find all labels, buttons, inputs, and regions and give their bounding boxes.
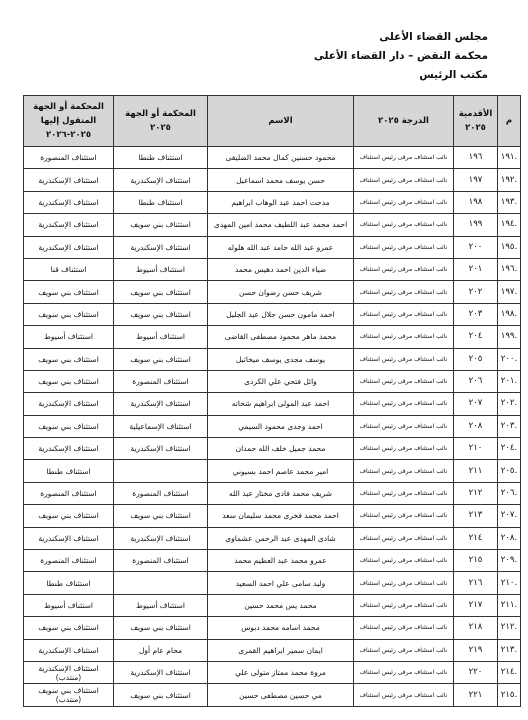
table-row	[24, 661, 521, 683]
cell-grade: نائب استئناف مرقى رئيس استئناف	[354, 393, 454, 415]
cell-transferred: استئناف الإسكندرية	[24, 169, 114, 191]
cell-court: استئناف بني سويف	[114, 348, 208, 370]
cell-court: استئناف الإسماعيلية	[114, 415, 208, 437]
cell-court	[114, 572, 208, 594]
table-row	[24, 348, 521, 370]
cell-name: احمد مامون حسن جلال عبد الجليل	[208, 303, 354, 325]
cell-court: استئناف الإسكندرية	[114, 393, 208, 415]
cell-grade: نائب استئناف مرقى رئيس استئناف	[354, 684, 454, 706]
cell-name: يوسف مجدى يوسف ميخائيل	[208, 348, 354, 370]
cell-transferred: استئناف قنا	[24, 258, 114, 280]
cell-court: استئناف أسيوط	[114, 594, 208, 616]
table-row	[24, 326, 521, 348]
cell-grade: نائب استئناف مرقى رئيس استئناف	[354, 572, 454, 594]
table-row	[24, 147, 521, 169]
cell-seniority: ٢١٢	[454, 482, 498, 504]
table-row	[24, 460, 521, 482]
cell-m: .٢٠١	[498, 370, 521, 392]
cell-transferred: استئناف الإسكندرية	[24, 438, 114, 460]
cell-name: محمد يس محمد حسين	[208, 594, 354, 616]
cell-m: .٢١٢	[498, 617, 521, 639]
cell-name: شادى المهدى عبد الرحمن عشماوى	[208, 527, 354, 549]
table-row	[24, 236, 521, 258]
cell-court	[114, 460, 208, 482]
table-row	[24, 438, 521, 460]
cell-seniority: ٢١٩	[454, 639, 498, 661]
cell-m: .٢٠٠	[498, 348, 521, 370]
cell-transferred: استئناف بني سويف (منتدب)	[24, 684, 114, 706]
cell-transferred: استئناف الإسكندرية	[24, 639, 114, 661]
cell-seniority: ١٩٩	[454, 214, 498, 236]
cell-grade: نائب استئناف مرقى رئيس استئناف	[354, 550, 454, 572]
cell-m: .١٩٣	[498, 191, 521, 213]
table-row	[24, 572, 521, 594]
cell-transferred: استئناف المنصورة	[24, 550, 114, 572]
cell-name: احمد محمد عبد اللطيف محمد امين المهدى	[208, 214, 354, 236]
cell-grade: نائب استئناف مرقى رئيس استئناف	[354, 415, 454, 437]
cell-transferred: استئناف الإسكندرية	[24, 191, 114, 213]
cell-m: .٢٠٤	[498, 438, 521, 460]
cell-seniority: ٢١٤	[454, 527, 498, 549]
cell-transferred: استئناف بني سويف	[24, 415, 114, 437]
table-row	[24, 684, 521, 706]
cell-m: .٢١٥	[498, 684, 521, 706]
cell-m: .٢١٤	[498, 661, 521, 683]
cell-seniority: ١٩٨	[454, 191, 498, 213]
cell-seniority: ٢١٠	[454, 438, 498, 460]
cell-seniority: ٢١١	[454, 460, 498, 482]
cell-transferred: استئناف أسيوط	[24, 594, 114, 616]
cell-grade: نائب استئناف مرقى رئيس استئناف	[354, 214, 454, 236]
cell-transferred: استئناف الإسكندرية	[24, 527, 114, 549]
cell-name: محمود حسنين كمال محمد الضليقى	[208, 147, 354, 169]
cell-m: .٢٠٩	[498, 550, 521, 572]
cell-transferred: استئناف طنطا	[24, 572, 114, 594]
cell-grade: نائب استئناف مرقى رئيس استئناف	[354, 169, 454, 191]
cell-m: .١٩٨	[498, 303, 521, 325]
cell-transferred: استئناف بني سويف	[24, 370, 114, 392]
table-row	[24, 258, 521, 280]
cell-court: استئناف أسيوط	[114, 326, 208, 348]
cell-grade: نائب استئناف مرقى رئيس استئناف	[354, 527, 454, 549]
cell-transferred: استئناف الإسكندرية (منتدب)	[24, 661, 114, 683]
cell-seniority: ٢١٧	[454, 594, 498, 616]
cell-grade: نائب استئناف مرقى رئيس استئناف	[354, 482, 454, 504]
cell-transferred: استئناف طنطا	[24, 460, 114, 482]
cell-seniority: ٢٠٧	[454, 393, 498, 415]
cell-court: استئناف الإسكندرية	[114, 169, 208, 191]
cell-transferred: استئناف أسيوط	[24, 326, 114, 348]
cell-seniority: ٢١٨	[454, 617, 498, 639]
cell-court: استئناف بني سويف	[114, 505, 208, 527]
cell-name: احمد محمد فخرى محمد سليمان سعد	[208, 505, 354, 527]
table-body	[24, 147, 521, 707]
cell-transferred: استئناف الإسكندرية	[24, 236, 114, 258]
cell-court: استئناف طنطا	[114, 147, 208, 169]
table-row	[24, 617, 521, 639]
cell-name: احمد وجدى محمود السيمي	[208, 415, 354, 437]
header-grade: الدرجة ٢٠٢٥	[354, 96, 454, 147]
cell-seniority: ٢٢٠	[454, 661, 498, 683]
cell-m: .٢٠٥	[498, 460, 521, 482]
cell-transferred: استئناف المنصورة	[24, 147, 114, 169]
cell-court: استئناف بني سويف	[114, 303, 208, 325]
document-header	[314, 28, 488, 85]
cell-name: وليد سامى علي احمد السعيد	[208, 572, 354, 594]
cell-grade: نائب استئناف مرقى رئيس استئناف	[354, 348, 454, 370]
cell-court: استئناف طنطا	[114, 191, 208, 213]
cell-seniority: ٢٠٨	[454, 415, 498, 437]
cell-name: مروة محمد ممتاز متولى علي	[208, 661, 354, 683]
council-title: مجلس القضاء الأعلى	[379, 31, 488, 43]
table-row	[24, 415, 521, 437]
cell-name: محمد ماهر محمود مصطفى القاضى	[208, 326, 354, 348]
cell-court: استئناف الإسكندرية	[114, 438, 208, 460]
cell-grade: نائب استئناف مرقى رئيس استئناف	[354, 147, 454, 169]
table-row	[24, 303, 521, 325]
cell-grade: نائب استئناف مرقى رئيس استئناف	[354, 438, 454, 460]
cell-name: مي حسين مصطفى حسين	[208, 684, 354, 706]
cell-court: استئناف المنصورة	[114, 482, 208, 504]
office-title: مكتب الرئيس	[419, 69, 488, 81]
cell-grade: نائب استئناف مرقى رئيس استئناف	[354, 460, 454, 482]
cell-grade: نائب استئناف مرقى رئيس استئناف	[354, 594, 454, 616]
cell-m: .٢٠٨	[498, 527, 521, 549]
cell-grade: نائب استئناف مرقى رئيس استئناف	[354, 617, 454, 639]
cell-name: عمرو محمد عبد العظيم محمد	[208, 550, 354, 572]
cell-transferred: استئناف المنصورة	[24, 482, 114, 504]
cell-seniority: ٢٠٢	[454, 281, 498, 303]
cell-court: استئناف بني سويف	[114, 281, 208, 303]
cell-m: .١٩٤	[498, 214, 521, 236]
header-transferred: المحكمة أو الجهة المنقول إليها ٢٠٢٥-٢٠٢٦	[24, 96, 114, 147]
cell-m: .٢٠٦	[498, 482, 521, 504]
table-row	[24, 550, 521, 572]
cell-seniority: ٢٠١	[454, 258, 498, 280]
cell-grade: نائب استئناف مرقى رئيس استئناف	[354, 639, 454, 661]
cell-name: امير محمد عاصم احمد بسيوني	[208, 460, 354, 482]
table-row	[24, 505, 521, 527]
table-row	[24, 191, 521, 213]
cell-name: احمد عبد المولى ابراهيم شحاته	[208, 393, 354, 415]
table-row	[24, 482, 521, 504]
cell-seniority: ٢٠٤	[454, 326, 498, 348]
cell-seniority: ٢١٥	[454, 550, 498, 572]
cell-transferred: استئناف الإسكندرية	[24, 393, 114, 415]
cell-grade: نائب استئناف مرقى رئيس استئناف	[354, 191, 454, 213]
header-court: المحكمة أو الجهة ٢٠٢٥	[114, 96, 208, 147]
table-row	[24, 370, 521, 392]
table-header-row	[24, 96, 521, 147]
cell-court: محام عام أول	[114, 639, 208, 661]
cell-seniority: ٢٠٣	[454, 303, 498, 325]
cell-m: .١٩٥	[498, 236, 521, 258]
cell-grade: نائب استئناف مرقى رئيس استئناف	[354, 303, 454, 325]
cell-m: .٢٠٣	[498, 415, 521, 437]
cell-grade: نائب استئناف مرقى رئيس استئناف	[354, 326, 454, 348]
cell-m: .٢١٠	[498, 572, 521, 594]
cell-seniority: ٢٠٦	[454, 370, 498, 392]
cell-transferred: استئناف بني سويف	[24, 281, 114, 303]
judges-table	[23, 95, 521, 707]
cell-court: استئناف الإسكندرية	[114, 527, 208, 549]
cell-m: .٢١٣	[498, 639, 521, 661]
cell-m: .١٩٩	[498, 326, 521, 348]
table-row	[24, 393, 521, 415]
cell-grade: نائب استئناف مرقى رئيس استئناف	[354, 236, 454, 258]
cell-seniority: ٢١٣	[454, 505, 498, 527]
header-name: الاسم	[208, 96, 354, 147]
cell-m: .١٩١	[498, 147, 521, 169]
table-row	[24, 169, 521, 191]
cell-seniority: ٢٢١	[454, 684, 498, 706]
cell-m: .٢١١	[498, 594, 521, 616]
cell-transferred: استئناف بني سويف	[24, 505, 114, 527]
cell-m: .٢٠٢	[498, 393, 521, 415]
cell-seniority: ٢١٦	[454, 572, 498, 594]
cell-transferred: استئناف بني سويف	[24, 348, 114, 370]
header-m: م	[498, 96, 521, 147]
cell-name: مدحت احمد عبد الوهاب ابراهيم	[208, 191, 354, 213]
cell-court: استئناف المنصورة	[114, 370, 208, 392]
cell-seniority: ١٩٦	[454, 147, 498, 169]
cell-court: استئناف المنصورة	[114, 550, 208, 572]
court-title: محكمة النقض – دار القضاء الأعلى	[313, 50, 488, 62]
cell-grade: نائب استئناف مرقى رئيس استئناف	[354, 258, 454, 280]
cell-name: ايمان سمير ابراهيم القمرى	[208, 639, 354, 661]
table-row	[24, 639, 521, 661]
cell-m: .١٩٦	[498, 258, 521, 280]
cell-grade: نائب استئناف مرقى رئيس استئناف	[354, 661, 454, 683]
cell-grade: نائب استئناف مرقى رئيس استئناف	[354, 370, 454, 392]
cell-name: شريف حسن رضوان حسن	[208, 281, 354, 303]
cell-grade: نائب استئناف مرقى رئيس استئناف	[354, 505, 454, 527]
cell-seniority: ١٩٧	[454, 169, 498, 191]
table-row	[24, 527, 521, 549]
cell-court: استئناف بني سويف	[114, 617, 208, 639]
cell-court: استئناف بني سويف	[114, 214, 208, 236]
header-seniority: الأقدمية ٢٠٢٥	[454, 96, 498, 147]
cell-transferred: استئناف بني سويف	[24, 617, 114, 639]
cell-court: استئناف بني سويف	[114, 684, 208, 706]
cell-name: عمرو عبد الله حامد عبد الله هلوله	[208, 236, 354, 258]
cell-name: محمد اسامه محمد دبوس	[208, 617, 354, 639]
cell-court: استئناف الإسكندرية	[114, 661, 208, 683]
table-row	[24, 281, 521, 303]
cell-grade: نائب استئناف مرقى رئيس استئناف	[354, 281, 454, 303]
table-row	[24, 214, 521, 236]
cell-court: استئناف أسيوط	[114, 258, 208, 280]
table-row	[24, 594, 521, 616]
cell-transferred: استئناف بني سويف	[24, 303, 114, 325]
cell-m: .٢٠٧	[498, 505, 521, 527]
cell-transferred: استئناف الإسكندرية	[24, 214, 114, 236]
cell-name: شريف محمد فادى مختار عبد الله	[208, 482, 354, 504]
cell-m: .١٩٧	[498, 281, 521, 303]
cell-name: حسن يوسف محمد اسماعيل	[208, 169, 354, 191]
cell-seniority: ٢٠٠	[454, 236, 498, 258]
cell-name: ضياء الدين احمد دهيس محمد	[208, 258, 354, 280]
cell-name: وائل فتحي علي الكردى	[208, 370, 354, 392]
cell-name: محمد جميل خلف الله حمدان	[208, 438, 354, 460]
cell-court: استئناف الإسكندرية	[114, 236, 208, 258]
cell-seniority: ٢٠٥	[454, 348, 498, 370]
cell-m: .١٩٢	[498, 169, 521, 191]
